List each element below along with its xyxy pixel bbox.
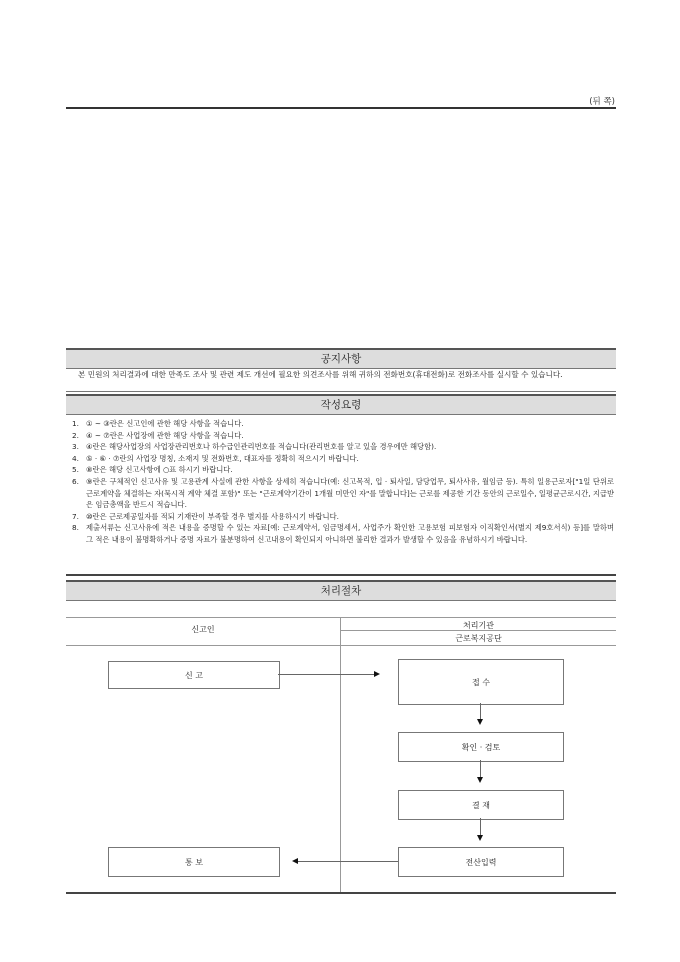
receipt-to-review-line [480, 703, 481, 719]
arrow-down-icon [477, 777, 483, 783]
agency-header-divider [341, 630, 616, 631]
arrow-down-icon [477, 719, 483, 725]
guide-item [72, 453, 614, 465]
page-side-label: (뒤 쪽) [589, 97, 615, 107]
notice-heading: 공지사항 [66, 348, 616, 369]
guide-item-text: ⑨란은 구체적인 신고사유 및 고용관계 사실에 관한 사항을 상세히 적습니다(예: 신고목적, 입 · 퇴사일, 담당업무, 퇴사사유, 월임금 등). 특히 일용근로자["1일 단위로 근로계약을 체결하는 자(묵시적 계약 체결 포함)" 또는 "근로계약기간이 1개월 미만인 자"를 말합니다]는 근로를 제공한 기간 동안의 근로일수, 일평균근로시간, 지급받은 임금총액을 반드시 적습니다. [86, 476, 614, 510]
guide-list [72, 418, 614, 546]
guide-item [72, 476, 614, 511]
arrow-left-icon [292, 858, 298, 864]
guide-item-number: 5. [72, 465, 79, 475]
guide-item-text: ④란은 해당사업장의 사업장관리번호나 하수급인관리번호를 적습니다(관리번호를 알고 있을 경우에만 해당함). [86, 442, 437, 452]
process-header-bottom-rule [66, 645, 616, 646]
guide-item-text: ④ ~ ⑦란은 사업장에 관한 해당 사항을 적습니다. [86, 430, 244, 440]
report-to-receipt-line [278, 674, 374, 675]
guide-item-number: 6. [72, 476, 79, 486]
arrow-down-icon [477, 835, 483, 841]
top-rule [66, 107, 616, 109]
process-header-top-rule [66, 617, 616, 618]
review-step-box: 확인 · 검토 [398, 732, 564, 762]
applicant-column-label: 신고인 [191, 625, 215, 634]
input-step-box: 전산입력 [398, 847, 564, 877]
guide-item [72, 418, 614, 430]
guide-item-text: ⑤ · ⑥ · ⑦란의 사업장 명칭, 소재지 및 전화번호, 대표자를 정확히 적으시기 바랍니다. [86, 453, 359, 463]
guide-item-number: 1. [72, 419, 79, 428]
guide-item-text: ⑩란은 근로제공일자를 적되 기재란이 부족할 경우 별지를 사용하시기 바랍니다. [86, 511, 339, 521]
process-bottom-rule [66, 892, 616, 894]
guide-item-number: 8. [72, 523, 79, 533]
guide-heading: 작성요령 [66, 394, 616, 415]
process-column-divider [340, 617, 341, 892]
review-to-decision-line [480, 760, 481, 777]
decision-to-input-line [480, 818, 481, 835]
decision-step-box: 결 재 [398, 790, 564, 820]
notice-text: 본 민원의 처리결과에 대한 만족도 조사 및 관련 제도 개선에 필요한 의견조사를 위해 귀하의 전화번호(휴대전화)로 전화조사를 실시할 수 있습니다. [78, 370, 563, 379]
input-to-notify-line [298, 861, 398, 862]
arrow-right-icon [374, 671, 380, 677]
report-step-box: 신 고 [108, 661, 280, 689]
guide-item-number: 3. [72, 442, 79, 452]
notify-step-box: 통 보 [108, 847, 280, 877]
guide-item [72, 511, 614, 523]
receipt-step-box: 접 수 [398, 659, 564, 705]
guide-item-number: 7. [72, 511, 79, 521]
guide-item [72, 430, 614, 442]
guide-item-number: 4. [72, 453, 79, 463]
notice-divider [66, 391, 616, 392]
guide-item-text: ① ~ ③란은 신고인에 관한 해당 사항을 적습니다. [86, 419, 244, 428]
agency-name-label: 근로복지공단 [455, 634, 502, 643]
guide-item-number: 2. [72, 430, 79, 440]
process-heading: 처리절차 [66, 580, 616, 601]
guide-divider [66, 574, 616, 576]
guide-item-text: ⑧란은 해당 신고사항에 ○표 하시기 바랍니다. [86, 465, 233, 475]
guide-item [72, 441, 614, 453]
guide-item [72, 464, 614, 476]
guide-item [72, 522, 614, 545]
agency-column-label: 처리기관 [463, 621, 494, 630]
guide-item-text: 제출서류는 신고사유에 적은 내용을 증명할 수 있는 자료[예: 근로계약서, 임금명세서, 사업주가 확인한 고용보험 피보험자 이직확인서(별지 제9호서식) 등]를 말하며 그 적은 내용이 불명확하거나 증명 자료가 불분명하여 신고내용이 확인되지 아니하면 불리한 결과가 발생할 수 있음을 유념하시기 바랍니다. [86, 523, 614, 544]
